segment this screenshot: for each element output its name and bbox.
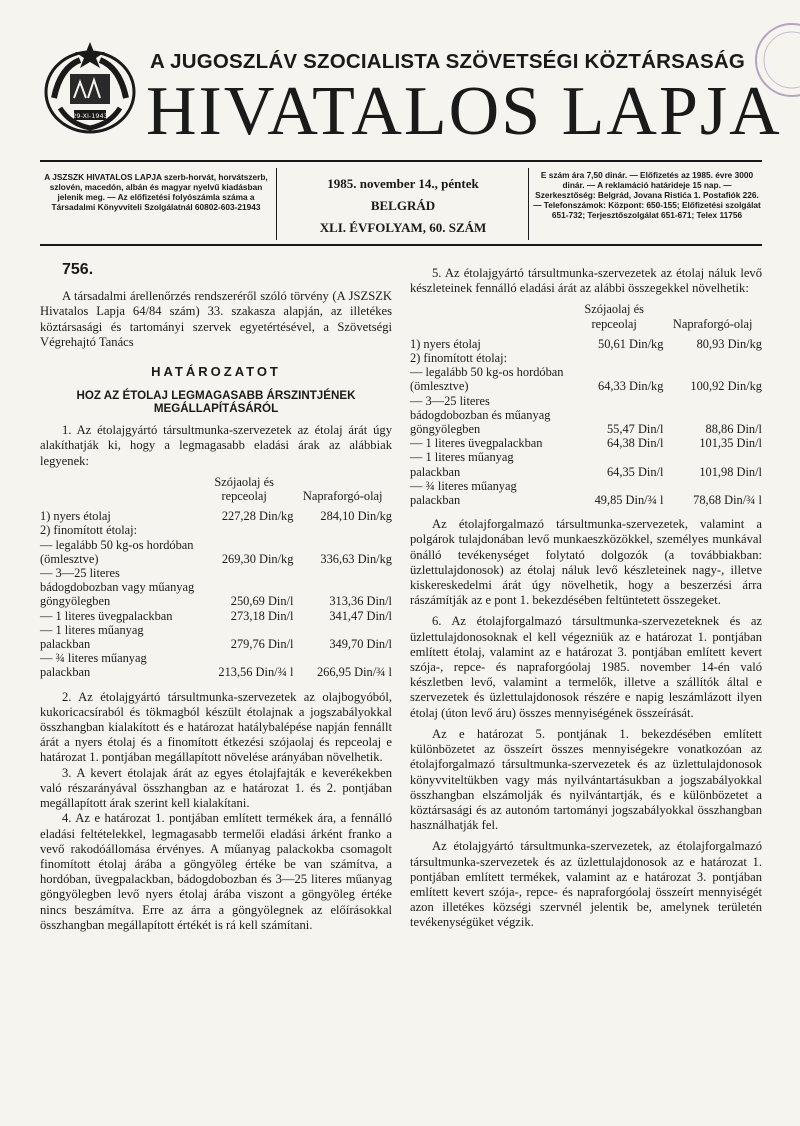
point-6: 6. Az étolajforgalmazó társultmunka-szervezeteknek és az üzlettulajdonosoknak el kell végezniük az e határozat 1. pontjában említett étolaj, valamint az e határozat 3. pontjában említett kevert szója-, repce- és napraforgóolaj 1985. november 14-én való készletben levő, valamint a termelők, illetve a szállítók által e szervezetek és üzlettulajdonosok részére e napig leszámlázott ilyen étolaj (úton levő áru) összes mennyiségének összeírását. [410, 614, 762, 720]
price-table-2 [410, 302, 762, 507]
point-6-paragraph-3: Az étolajgyártó társultmunka-szervezetek, az étolajforgalmazó társultmunka-szervezetek és az üzlettulajdonosok az e határozat 1. pontjában említett termékek, valamint az e határozat 3. pontjában említett kevert szója-, repce- és napraforgóolaj összeírt mennyiségét azon illetékes községi szervnél jelentik be, amelynek területén tevékenységüket végzik. [410, 839, 762, 930]
table-row: 2) finomított étolaj: [410, 351, 508, 366]
price-table-1-head-2: Napraforgó-olaj [302, 489, 383, 504]
table-row: — 3—25 literes bádogdobozban és műanyag göngyölegben 55,47 Din/l 88,86 Din/l [410, 393, 762, 437]
gazette-title: HIVATALOS LAPJA [146, 73, 782, 150]
table-row: 1) nyers étolaj 50,61 Din/kg 80,93 Din/kg [410, 336, 762, 351]
table-row: — legalább 50 kg-os hordóban (ömlesztve) 64,33 Din/kg 100,92 Din/kg [410, 365, 762, 394]
point-3: 3. A kevert étolajak árát az egyes étolajfajták e keverékekben való részarányával összhangban az e határozat 1. és 2. pontjában megállapított árak szerint kell kialakítani. [40, 765, 392, 811]
table-row: — 3—25 literes bádogdobozban vagy műanyag göngyölegben 250,69 Din/l 313,36 Din/l [40, 566, 392, 609]
price-table-1-head-1: Szójaolaj és repceolaj [214, 474, 274, 504]
point-1: 1. Az étolajgyártó társultmunka-szervezetek az étolaj árát úgy alakíthatják ki, hogy a legmagasabb eladási árak az alábbiak legyenek: [40, 423, 392, 468]
point-5-paragraph-2: Az étolajforgalmazó társultmunka-szervezetek, valamint a polgárok tulajdonában levő munkaeszközökkel, személyes munkával önálló tevékenységet folytató dolgozók (a továbbiakban: üzlettulajdonosok) az étolaj náluk levő készleteinek nagy-, illetve kiskereskedelmi árát úgy növelhetik, hogy a beszerzési árra rászámítják az e pont 1. bekezdésében feltüntetett összegeket. [410, 517, 762, 608]
point-5: 5. Az étolajgyártó társultmunka-szervezetek az étolaj náluk levő készleteinek fennálló eladási árát az alábbi összegekkel növelhetik: [410, 266, 762, 296]
header-divider-left [276, 168, 277, 240]
price-table-2-head-1: Szójaolaj és repceolaj [584, 302, 644, 331]
resolution-heading: HATÁROZATOT [151, 364, 281, 380]
issue-date: 1985. november 14., péntek [327, 176, 479, 191]
table-row: — legalább 50 kg-os hordóban (ömlesztve) 269,30 Din/kg 336,63 Din/kg [40, 537, 392, 566]
table-row: — 1 literes műanyag palackban 279,76 Din/l 349,70 Din/l [40, 622, 392, 652]
table-row: 1) nyers étolaj 227,28 Din/kg 284,10 Din/kg [40, 509, 392, 524]
table-row: — 1 literes üvegpalackban 64,38 Din/l 101,35 Din/l [410, 436, 762, 451]
point-6-paragraph-2: Az e határozat 5. pontjának 1. bekezdésében említett különbözetet az összeírt összes mennyiségekre vonatkozóan az étolajforgalmazó társultmunka-szervezetek és az üzlettulajdonosok könyvviteltükben vagy más nyilvántartásukban a jogszabályokkal összhangban elszámolják és nyilvántartják, és e különbözetet a köztársasági és az autonóm tartományi jogszabályokkal összhangban használhatják fel. [410, 726, 762, 833]
header-divider-right [528, 168, 529, 240]
table-row: — ¾ literes műanyag palackban 213,56 Din/¾ l 266,95 Din/¾ l [40, 651, 392, 680]
issue-info [283, 173, 523, 239]
republic-name: A JUGOSZLÁV SZOCIALISTA SZÖVETSÉGI KÖZTÁRSASÁG [150, 50, 746, 73]
header-rule-top [40, 160, 762, 162]
publication-info: A JSZSZK HIVATALOS LAPJA szerb-horvát, horvátszerb, szlovén, macedón, albán és magyar nyelvű kiadásban jelenik meg. — Az előfizetési folyószámla száma a Társadalmi Könyvviteli Szolgálatnál 60802-603-21943 [44, 172, 268, 212]
price-table-1 [40, 475, 392, 680]
library-stamp-icon [752, 14, 800, 104]
table-row: — ¾ literes műanyag palackban 49,85 Din/¾ l 78,68 Din/¾ l [410, 478, 762, 508]
issue-place: BELGRÁD [370, 198, 436, 213]
table-row: — 1 literes üvegpalackban 273,18 Din/l 341,47 Din/l [40, 608, 392, 623]
table-row: — 1 literes műanyag palackban 64,35 Din/l 101,98 Din/l [410, 450, 762, 479]
decree-number: 756. [62, 261, 94, 278]
header-rule-bottom [40, 244, 762, 246]
emblem-date: 29-XI-1943 [72, 112, 108, 120]
state-emblem-icon [40, 38, 140, 138]
price-table-2-head-2: Napraforgó-olaj [672, 316, 753, 331]
right-column [410, 266, 762, 931]
point-2: 2. Az étolajgyártó társultmunka-szervezetek az olajbogyóból, kukoricacsíraból és tökmagból készült étolajnak a jogszabályokkal összhangban kialakított és e határozat hatálybalépése napján fennállt árát a nyers étolaj és a finomított étkezési szójaolaj és repceolaj e határozat 1. pontjában megállapított növelése arányában növelhetik. [40, 689, 392, 765]
price-info: E szám ára 7,50 dinár. — Előfizetés az 1985. évre 3000 dinár. — A reklamáció határideje 15 nap. — Szerkesztőség: Belgrád, Jovana Ristića 1. Postafiók 226. — Telefonszámok: Központ: 650-155; Előfizetési szolgálat 651-732; Terjesztőszolgálat 651-671; Telex 11756 [533, 170, 761, 220]
resolution-subtitle: HOZ AZ ÉTOLAJ LEGMAGASABB ÁRSZINTJÉNEK MEGÁLLAPÍTÁSÁRÓL [76, 389, 356, 416]
decree-intro: A társadalmi árellenőrzés rendszeréről szóló törvény (A JSZSZK Hivatalos Lapja 64/84 szám) 33. szakasza alapján, az illetékes köztársasági és tartományi szervek egyetértésével, a Szövetségi Végrehajtó Tanács [40, 289, 392, 349]
point-4: 4. Az e határozat 1. pontjában említett termékek ára, a fennálló eladási feltételekkel, legmagasabb termelői eladási árként franko a vevő rakodóállomása érvényes. A műanyag palackokba csomagolt finomított étolaj árába a göngyöleg értéke be van számítva, a hordóban, üvegpalackban, bádogdobozban és 3—25 literes műanyag göngyölegben levő nyers étolaj árába viszont a göngyöleg értéke nincs beszámítva. Erre az árra a göngyölegnek az előírásokkal összhangban megállapított értékét is rá kell számítani. [40, 811, 392, 932]
table-row: 2) finomított étolaj: [40, 523, 138, 538]
left-column [40, 262, 392, 933]
issue-number: XLI. ÉVFOLYAM, 60. SZÁM [319, 220, 487, 235]
